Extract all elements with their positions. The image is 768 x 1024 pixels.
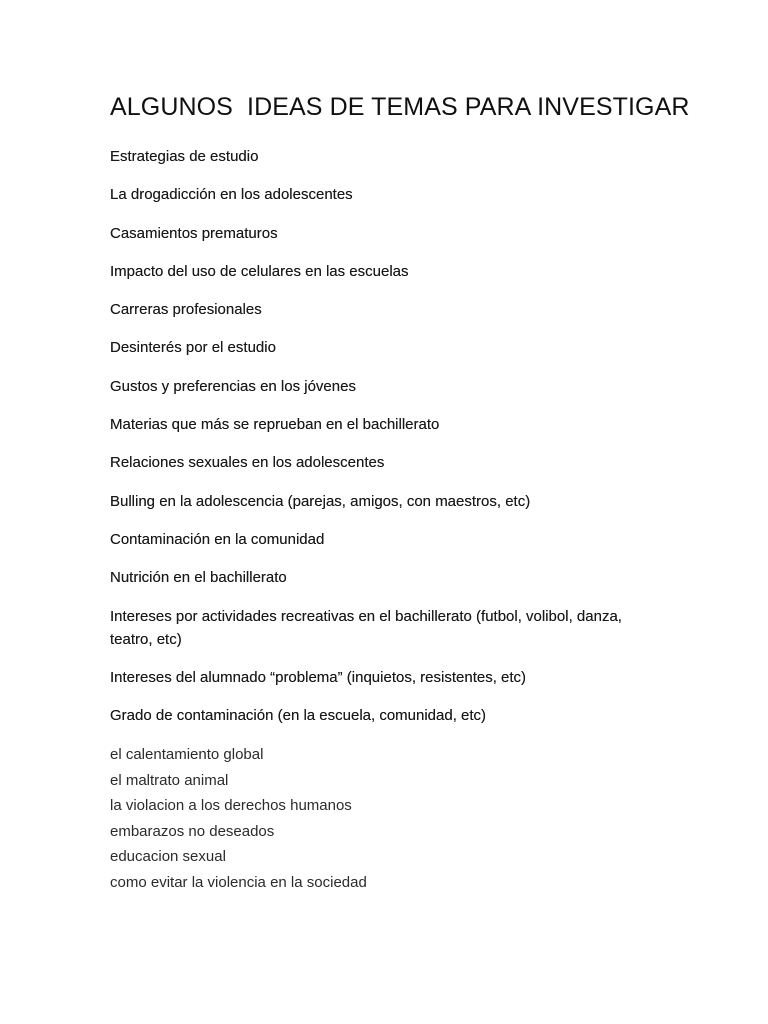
topic-item: Casamientos prematuros [110,224,278,242]
topic-item: Carreras profesionales [110,301,262,319]
extra-topic-item: educacion sexual [110,848,226,865]
topic-item: Intereses del alumnado “problema” (inquietos, resistentes, etc) [110,668,527,686]
topic-list [110,145,670,742]
topic-item: Desinterés por el estudio [110,339,276,357]
topic-item: Materias que más se reprueban en el bachillerato [110,416,440,434]
topic-item: La drogadicción en los adolescentes [110,186,353,204]
topic-item: Bulling en la adolescencia (parejas, amigos, con maestros, etc) [110,492,531,510]
topic-item: Estrategias de estudio [110,148,259,165]
topic-item: Gustos y preferencias en los jóvenes [110,377,356,395]
topic-item: Nutrición en el bachillerato [110,569,287,587]
topic-item: Relaciones sexuales en los adolescentes [110,454,385,472]
topic-item: Contaminación en la comunidad [110,530,325,548]
extra-topic-list [110,742,367,895]
topic-item: Grado de contaminación (en la escuela, comunidad, etc) [110,707,487,725]
extra-topic-item: como evitar la violencia en la sociedad [110,873,367,891]
extra-topic-item: el maltrato animal [110,771,229,789]
document-title: ALGUNOS IDEAS DE TEMAS PARA INVESTIGAR [110,93,690,121]
extra-topic-item: la violacion a los derechos humanos [110,797,352,814]
topic-item: Impacto del uso de celulares en las escuelas [110,262,409,280]
topic-item: Intereses por actividades recreativas en el bachillerato (futbol, volibol, danza, teatro, etc) [110,607,622,648]
extra-topic-item: embarazos no deseados [110,822,275,840]
extra-topic-item: el calentamiento global [110,746,264,763]
